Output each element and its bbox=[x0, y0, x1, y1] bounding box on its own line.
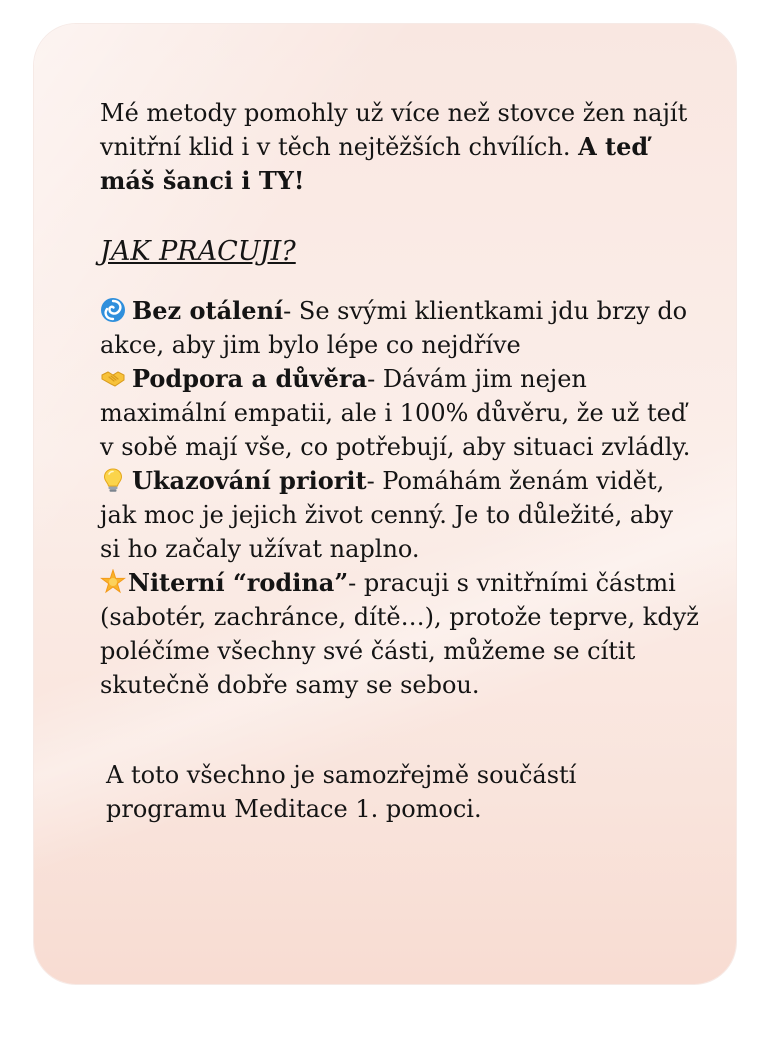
list-item-priorities bbox=[100, 464, 700, 566]
content-card bbox=[34, 24, 736, 984]
list-item-no-delay bbox=[100, 294, 700, 362]
lightbulb-icon bbox=[100, 467, 126, 493]
list-item-text: - Dávám jim nejen maximální empatii, ale i 100% důvěru, že už teď v sobě mají vše, co potřebují, aby situaci zvládly. bbox=[100, 365, 691, 461]
list-item-title: Podpora a důvěra bbox=[132, 364, 368, 393]
star-icon bbox=[100, 569, 126, 595]
handshake-icon bbox=[100, 365, 126, 391]
list-item-text: - pracuji s vnitřními částmi (sabotér, zachránce, dítě…), protože teprve, když poléčíme všechny své části, můžeme se cítit skutečně dobře samy se sebou. bbox=[100, 569, 699, 699]
intro-paragraph bbox=[100, 96, 700, 198]
list-item-inner-family bbox=[100, 566, 700, 702]
section-heading: JAK PRACUJI? bbox=[100, 236, 296, 267]
content-body bbox=[100, 96, 700, 826]
list-item-text: - Pomáhám ženám vidět, jak moc je jejich život cenný. Je to důležité, aby si ho začaly užívat naplno. bbox=[100, 467, 674, 563]
spacer bbox=[100, 702, 700, 736]
list-item-title: Ukazování priorit bbox=[132, 466, 367, 495]
spacer bbox=[100, 272, 700, 294]
cyclone-icon bbox=[100, 297, 126, 323]
list-item-text: - Se svými klientkami jdu brzy do akce, aby jim bylo lépe co nejdříve bbox=[100, 297, 688, 359]
list-item-support bbox=[100, 362, 700, 464]
closing-paragraph: A toto všechno je samozřejmě součástí programu Meditace 1. pomoci. bbox=[106, 761, 577, 823]
list-item-title: Niterní “rodina” bbox=[128, 568, 349, 597]
intro-bold-text: A teď máš šanci i TY! bbox=[100, 132, 649, 195]
intro-text: Mé metody pomohly už více než stovce žen najít vnitřní klid i v těch nejtěžších chvílích. bbox=[100, 99, 688, 161]
spacer bbox=[100, 198, 700, 232]
list-item-title: Bez otálení bbox=[132, 296, 284, 325]
spacer bbox=[100, 736, 700, 758]
